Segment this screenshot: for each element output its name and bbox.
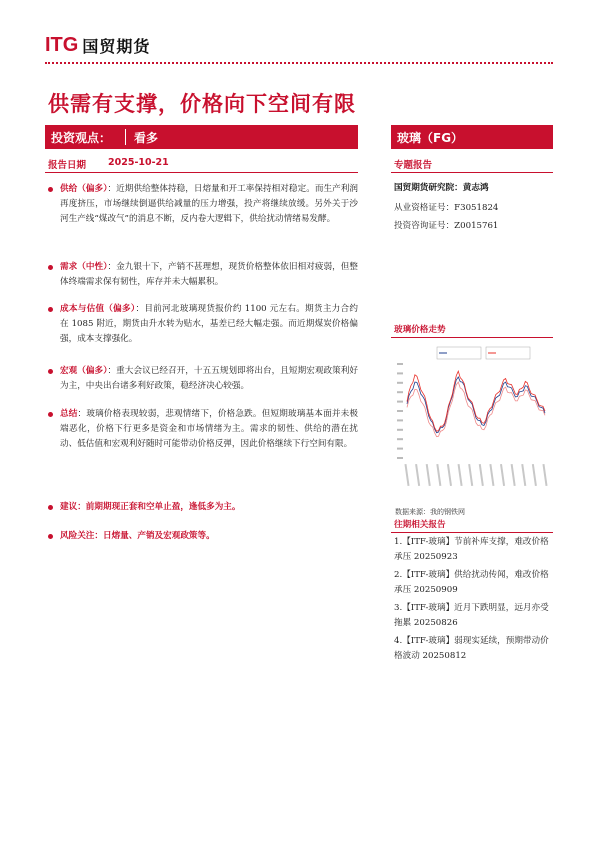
y-tick [397,363,403,365]
logo-latin: ITG [45,34,79,56]
y-tick [397,438,403,440]
bullet-risk [48,529,358,544]
bullet-dot [48,187,53,192]
bullet-dot [48,505,53,510]
bullet-summary [48,407,358,452]
investment-view-label: 投资观点： [51,130,112,145]
investment-view-value: 看多 [134,130,159,145]
bullet-text: ：重大会议已经召开，十五五规划即将出台，且短期宏观政策利好为主，中央出台诸多利好政策，稳经济决心较强。 [60,366,358,391]
bullet-head: 需求（中性） [60,262,108,272]
report-date-label: 报告日期 [48,160,87,171]
price-chart-svg [395,340,553,502]
related-report-item[interactable] [394,568,554,598]
bullet-supply [48,182,358,227]
plot-area [403,344,543,494]
bullet-cost [48,302,358,347]
related-reports-list [394,535,554,667]
bullet-demand [48,260,358,290]
y-tick [397,410,403,412]
bullet-text: ：目前河北玻璃现货报价约 1100 元左右。期货主力合约在 1085 附近，期货由升水转为贴水，基差已经大幅走强。而近期煤炭价格偏强，成本支撑强化。 [60,304,358,344]
chart-title: 玻璃价格走势 [394,325,446,335]
bullet-head: 宏观（偏多） [60,366,108,376]
bullet-head: 成本与估值（偏多） [60,304,136,314]
company-logo [45,34,150,57]
qualification-cert: 从业资格证号：F3051824 [394,203,499,213]
bullet-text: ：金九银十下，产销不甚理想，现货价格整体依旧相对疲弱，但整体终端需求保有韧性，库存并未大幅累积。 [60,262,358,287]
bullet-macro [48,364,358,394]
related-report-link[interactable]: 1.【ITF-玻璃】节前补库支撑，难改价格承压 20250923 [394,537,549,562]
header-divider [45,62,553,64]
data-source: 数据来源：我的钢铁网 [395,508,465,516]
related-divider [391,532,553,533]
y-tick [397,429,403,431]
bullet-text: ：近期供给整体持稳，日熔量和开工率保持相对稳定。而生产利润再度挤压，市场继续倒逼供给减量的压力增强，投产将继续放缓。另外关于沙河生产线“煤改气”的消息不断，反内卷大逻辑下，供给扰动情绪易发酵。 [60,184,358,224]
related-report-item[interactable] [394,535,554,565]
bullet-suggestion [48,500,358,515]
y-tick [397,401,403,403]
bullet-text: ：玻璃价格表现较弱，悲观情绪下，价格急跌。但短期玻璃基本面并未极端恶化，价格下行更多是资金和市场情绪为主。需求的韧性、供给的潜在扰动、低估值和宏观利好随时可能带动价格反弹，因此价格继续下行空间有限。 [60,409,358,449]
y-tick [397,457,403,459]
report-date-row [48,157,169,171]
y-axis [397,363,403,459]
y-tick [397,419,403,421]
logo-chinese: 国贸期货 [82,37,151,56]
product-bar: 玻璃（FG） [391,125,553,149]
y-tick [397,448,403,450]
bullet-dot [48,265,53,270]
bar-divider [125,129,126,145]
price-chart [395,340,553,502]
investment-view-bar [45,125,358,149]
bullet-text: 风险关注：日熔量、产销及宏观政策等。 [60,531,215,541]
report-date-value: 2025-10-21 [108,157,169,168]
bullet-head: 总结 [60,409,78,419]
related-reports-title: 往期相关报告 [394,520,446,530]
related-report-item[interactable] [394,601,554,631]
y-tick [397,372,403,374]
bullet-head: 供给（偏多） [60,184,108,194]
y-tick [397,391,403,393]
bullet-text: 建议：前期期现正套和空单止盈，逢低多为主。 [60,502,241,512]
chart-divider [391,337,553,338]
x-tick [542,464,547,486]
related-report-link[interactable]: 2.【ITF-玻璃】供给扰动传闻，难改价格承压 20250909 [394,570,549,595]
consulting-cert: 投资咨询证号：Z0015761 [394,221,499,231]
related-report-item[interactable] [394,634,554,664]
left-divider [45,172,358,173]
y-tick [397,382,403,384]
bullet-dot [48,307,53,312]
related-report-link[interactable]: 4.【ITF-玻璃】弱现实延续，预期带动价格波动 20250812 [394,636,549,661]
analyst-institute: 国贸期货研究院：黄志鸿 [394,183,489,193]
report-title: 供需有支撑，价格向下空间有限 [48,92,356,116]
bullet-dot [48,369,53,374]
bullet-dot [48,412,53,417]
related-report-link[interactable]: 3.【ITF-玻璃】近月下跌明显，远月亦受拖累 20250826 [394,603,549,628]
report-type: 专题报告 [394,160,433,171]
bullet-dot [48,534,53,539]
right-divider [391,172,553,173]
